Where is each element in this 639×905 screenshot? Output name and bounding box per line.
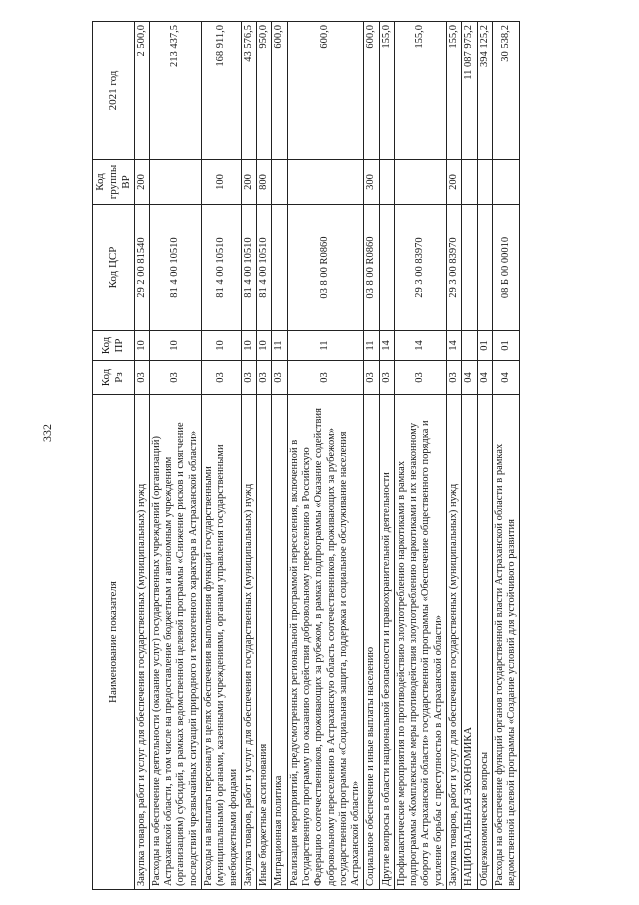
table-row bbox=[394, 22, 446, 890]
cell-pr: 14 bbox=[394, 331, 446, 361]
cell-name: Другие вопросы в области национальной безопасности и правоохранительной деятельности bbox=[379, 395, 394, 890]
cell-pr: 10 bbox=[201, 331, 241, 361]
cell-rz: 03 bbox=[379, 361, 394, 395]
cell-csr: 81 4 00 10510 bbox=[257, 205, 272, 331]
cell-name: Расходы на обеспечение деятельности (оказание услуг) государственных учреждений (организаций) Астраханской области, в том числе на предоставление бюджетным и автономным учреждениям (организациям) субсидий, в рамках ведомственной целевой программы «Снижение рисков и смягчение последствий чрезвычайных ситуаций природного и техногенного характера в Астраханской области» bbox=[149, 395, 201, 890]
header-pr: Код ПР bbox=[93, 331, 135, 361]
cell-csr: 03 8 00 R0860 bbox=[364, 205, 379, 331]
cell-pr: 01 bbox=[492, 331, 520, 361]
cell-csr: 08 Б 00 00010 bbox=[492, 205, 520, 331]
table-row bbox=[379, 22, 394, 890]
cell-vr: 100 bbox=[201, 160, 241, 205]
cell-pr: 10 bbox=[134, 331, 149, 361]
cell-pr: 11 bbox=[364, 331, 379, 361]
cell-name: Иные бюджетные ассигнования bbox=[257, 395, 272, 890]
cell-amount: 43 576,5 bbox=[241, 22, 256, 160]
cell-rz: 03 bbox=[201, 361, 241, 395]
cell-csr bbox=[379, 205, 394, 331]
cell-name: Расходы на обеспечение функций органов государственной власти Астраханской области в рамках ведомственной целевой программы «Создание условий для устойчивого развития bbox=[492, 395, 520, 890]
cell-vr: 800 bbox=[257, 160, 272, 205]
cell-amount: 950,0 bbox=[257, 22, 272, 160]
cell-name: Общеэкономические вопросы bbox=[477, 395, 492, 890]
cell-amount: 155,0 bbox=[379, 22, 394, 160]
cell-vr bbox=[394, 160, 446, 205]
cell-pr bbox=[462, 331, 477, 361]
cell-vr bbox=[477, 160, 492, 205]
cell-name: Закупка товаров, работ и услуг для обеспечения государственных (муниципальных) нужд bbox=[134, 395, 149, 890]
cell-rz: 03 bbox=[257, 361, 272, 395]
cell-name: Социальное обеспечение и иные выплаты населению bbox=[364, 395, 379, 890]
cell-name: Закупка товаров, работ и услуг для обеспечения государственных (муниципальных) нужд bbox=[241, 395, 256, 890]
table-row bbox=[201, 22, 241, 890]
table-row bbox=[149, 22, 201, 890]
cell-name: Реализация мероприятий, предусмотренных региональной программой переселения, включенной в Государственную программу по оказанию содействия добровольному переселению в Российскую Федерацию соотечественников, проживающих за рубежом, в рамках подпрограммы «Оказание содействия добровольному переселению в Астраханскую область соотечественников, проживающих за рубежом» государственной программы «Социальная защита, поддержка и социальное обслуживание населения Астраханской области» bbox=[287, 395, 364, 890]
cell-amount: 213 437,5 bbox=[149, 22, 201, 160]
cell-csr bbox=[272, 205, 287, 331]
table-header-row bbox=[93, 22, 135, 890]
table-body bbox=[134, 22, 520, 890]
cell-name: Закупка товаров, работ и услуг для обеспечения государственных (муниципальных) нужд bbox=[447, 395, 462, 890]
cell-amount: 600,0 bbox=[272, 22, 287, 160]
cell-csr: 81 4 00 10510 bbox=[149, 205, 201, 331]
budget-table bbox=[92, 21, 520, 890]
cell-pr: 10 bbox=[241, 331, 256, 361]
cell-csr: 29 3 00 83970 bbox=[394, 205, 446, 331]
cell-vr: 200 bbox=[134, 160, 149, 205]
cell-vr bbox=[272, 160, 287, 205]
cell-amount: 2 500,0 bbox=[134, 22, 149, 160]
cell-amount: 600,0 bbox=[364, 22, 379, 160]
cell-name: НАЦИОНАЛЬНАЯ ЭКОНОМИКА bbox=[462, 395, 477, 890]
cell-rz: 03 bbox=[447, 361, 462, 395]
table-row bbox=[462, 22, 477, 890]
cell-amount: 30 538,2 bbox=[492, 22, 520, 160]
cell-pr: 10 bbox=[257, 331, 272, 361]
cell-csr: 03 8 00 R0860 bbox=[287, 205, 364, 331]
table-row bbox=[364, 22, 379, 890]
header-amount: 2021 год bbox=[93, 22, 135, 160]
cell-rz: 03 bbox=[134, 361, 149, 395]
cell-vr bbox=[462, 160, 477, 205]
cell-vr bbox=[287, 160, 364, 205]
cell-pr: 14 bbox=[379, 331, 394, 361]
cell-amount: 394 125,2 bbox=[477, 22, 492, 160]
cell-rz: 03 bbox=[394, 361, 446, 395]
cell-rz: 04 bbox=[477, 361, 492, 395]
header-vr: Код группы ВР bbox=[93, 160, 135, 205]
cell-pr: 14 bbox=[447, 331, 462, 361]
cell-rz: 03 bbox=[241, 361, 256, 395]
header-csr: Код ЦСР bbox=[93, 205, 135, 331]
table-row bbox=[241, 22, 256, 890]
cell-vr bbox=[379, 160, 394, 205]
table-row bbox=[257, 22, 272, 890]
cell-rz: 03 bbox=[364, 361, 379, 395]
cell-vr: 200 bbox=[447, 160, 462, 205]
table-row bbox=[477, 22, 492, 890]
cell-name: Расходы на выплаты персоналу в целях обеспечения выполнения функций государственными (муниципальными) органами, казенными учреждениями, органами управления государственными внебюджетными фондами bbox=[201, 395, 241, 890]
cell-csr bbox=[477, 205, 492, 331]
cell-rz: 03 bbox=[287, 361, 364, 395]
cell-name: Профилактические мероприятия по противодействию злоупотреблению наркотиками в рамках подпрограммы «Комплексные меры противодействия злоупотреблению наркотиками и их незаконному обороту в Астраханской области» государственной программы «Обеспечение общественного порядка и усиление борьбы с преступностью в Астраханской области» bbox=[394, 395, 446, 890]
budget-table-page bbox=[92, 22, 636, 890]
cell-pr: 11 bbox=[287, 331, 364, 361]
cell-vr: 200 bbox=[241, 160, 256, 205]
table-row bbox=[134, 22, 149, 890]
cell-csr: 81 4 00 10510 bbox=[201, 205, 241, 331]
cell-vr: 300 bbox=[364, 160, 379, 205]
cell-vr bbox=[149, 160, 201, 205]
cell-pr: 10 bbox=[149, 331, 201, 361]
cell-name: Миграционная политика bbox=[272, 395, 287, 890]
cell-csr bbox=[462, 205, 477, 331]
table-row bbox=[447, 22, 462, 890]
page-number: 332 bbox=[40, 424, 54, 442]
cell-csr: 29 3 00 83970 bbox=[447, 205, 462, 331]
table-row bbox=[492, 22, 520, 890]
table-row bbox=[272, 22, 287, 890]
cell-amount: 11 087 975,2 bbox=[462, 22, 477, 160]
cell-csr: 29 2 00 81540 bbox=[134, 205, 149, 331]
cell-pr: 11 bbox=[272, 331, 287, 361]
cell-amount: 155,0 bbox=[447, 22, 462, 160]
table-row bbox=[287, 22, 364, 890]
cell-rz: 03 bbox=[272, 361, 287, 395]
header-name: Наименование показателя bbox=[93, 395, 135, 890]
cell-rz: 04 bbox=[492, 361, 520, 395]
cell-amount: 155,0 bbox=[394, 22, 446, 160]
cell-rz: 03 bbox=[149, 361, 201, 395]
cell-vr bbox=[492, 160, 520, 205]
cell-csr: 81 4 00 10510 bbox=[241, 205, 256, 331]
cell-rz: 04 bbox=[462, 361, 477, 395]
cell-amount: 168 911,0 bbox=[201, 22, 241, 160]
header-rz: Код Рз bbox=[93, 361, 135, 395]
cell-pr: 01 bbox=[477, 331, 492, 361]
cell-amount: 600,0 bbox=[287, 22, 364, 160]
